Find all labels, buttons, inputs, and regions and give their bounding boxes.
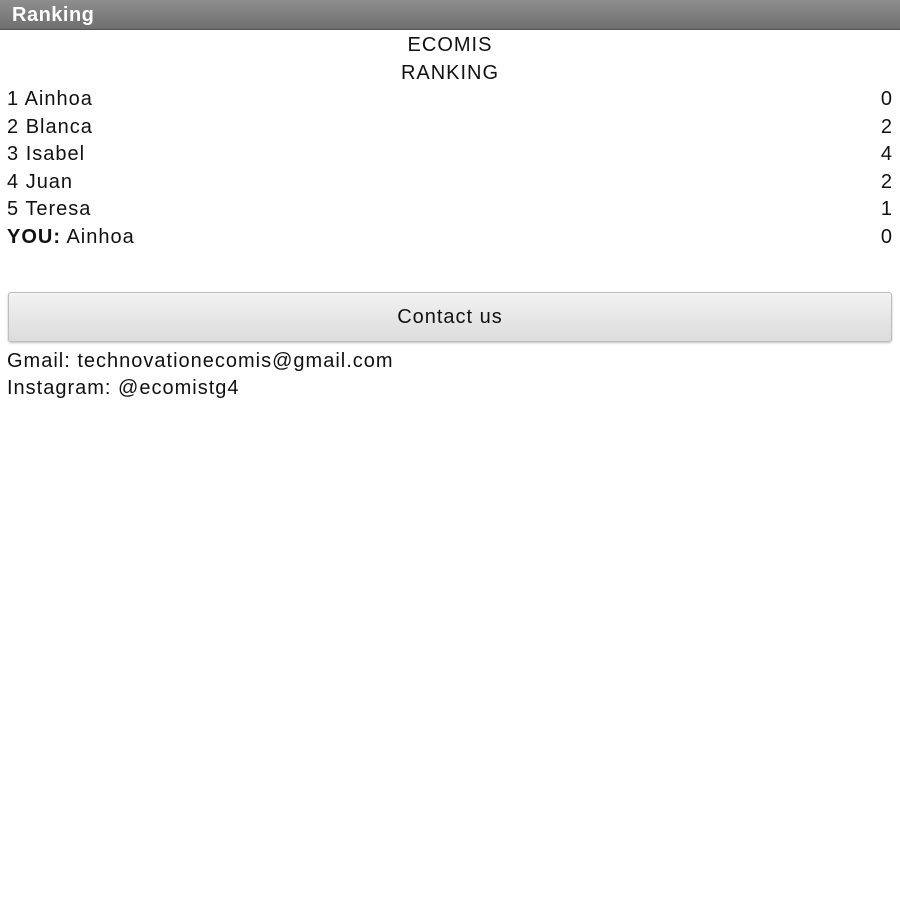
ranking-list [0, 88, 900, 253]
ranking-row [0, 116, 900, 144]
your-ranking-row [0, 226, 900, 254]
your-player-name: Ainhoa [66, 225, 135, 248]
contact-us-button[interactable]: Contact us [8, 292, 892, 342]
app-name-heading: ECOMIS [407, 34, 493, 56]
your-score: 0 [880, 225, 893, 248]
ranking-score: 0 [880, 88, 893, 110]
ranking-entry [7, 88, 93, 111]
ranking-entry [7, 171, 73, 194]
ranking-position: 2 [7, 115, 20, 138]
ranking-row [0, 143, 900, 171]
ranking-player-name: Teresa [25, 198, 92, 220]
ranking-entry [7, 116, 93, 139]
ranking-heading: RANKING [400, 62, 500, 84]
ranking-score: 1 [880, 198, 893, 220]
ranking-player-name: Ainhoa [24, 88, 93, 110]
ranking-position: 1 [7, 88, 20, 110]
ranking-entry [7, 198, 91, 221]
ranking-player-name: Juan [25, 170, 74, 193]
gmail-contact: Gmail: technovationecomis@gmail.com [7, 350, 394, 372]
window-title: Ranking [12, 4, 95, 26]
ranking-position: 5 [7, 198, 20, 220]
ranking-player-name: Isabel [25, 143, 86, 165]
you-label: YOU: [7, 225, 61, 248]
ranking-entry [7, 143, 85, 166]
title-bar [0, 0, 900, 30]
your-entry [7, 226, 135, 249]
ranking-row [0, 171, 900, 199]
ranking-position: 4 [7, 170, 20, 193]
ranking-row [0, 88, 900, 116]
ranking-position: 3 [7, 143, 20, 165]
instagram-contact: Instagram: @ecomistg4 [7, 377, 240, 399]
ranking-score: 2 [880, 170, 893, 193]
ranking-score: 2 [880, 115, 893, 138]
ranking-row [0, 198, 900, 226]
ranking-score: 4 [880, 143, 893, 165]
ranking-player-name: Blanca [25, 115, 93, 138]
